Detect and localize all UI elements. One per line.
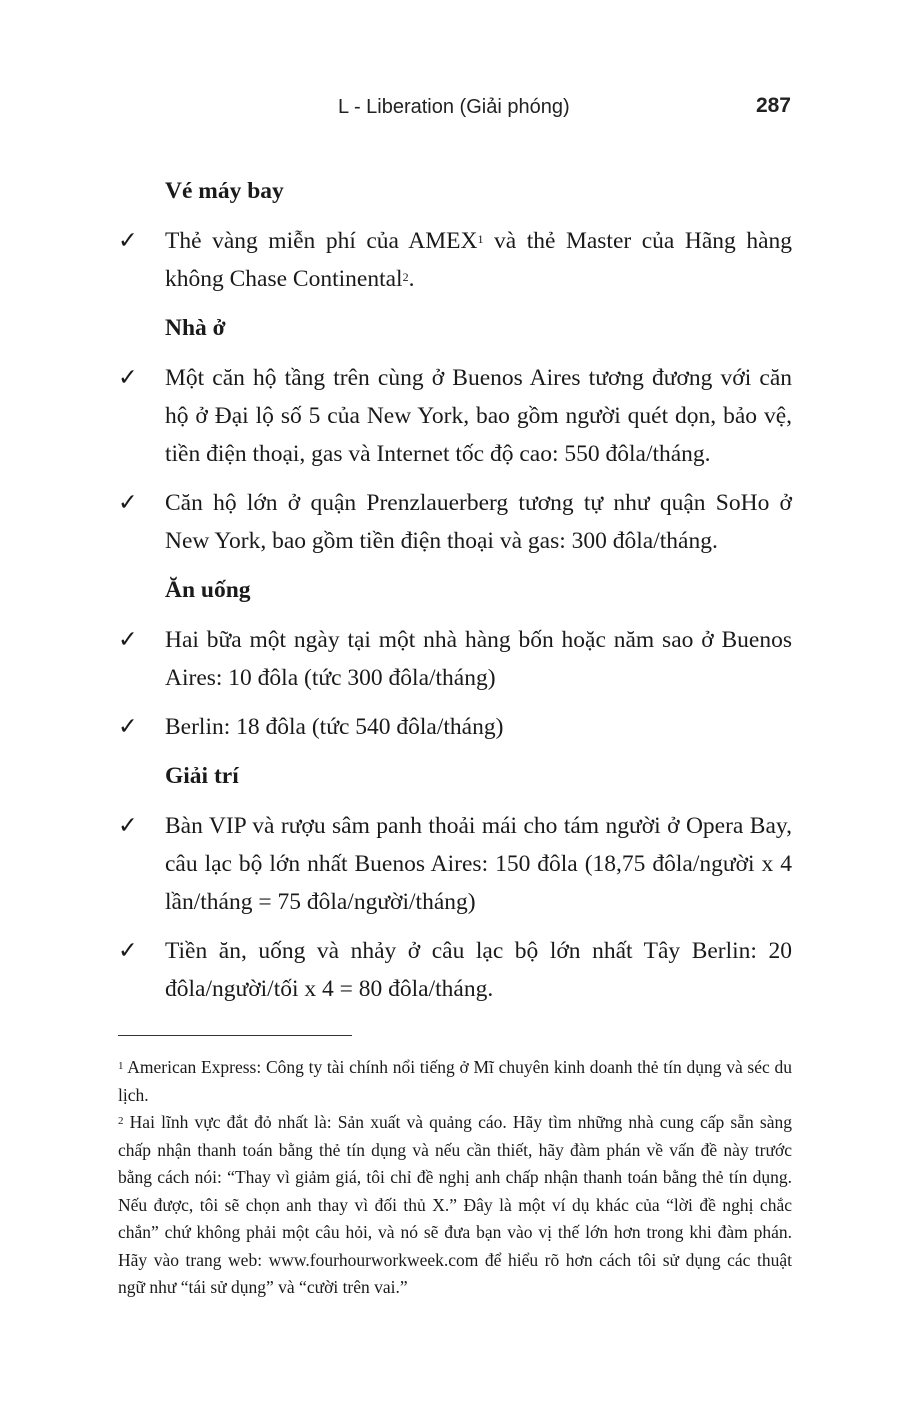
- check-icon: ✓: [118, 228, 138, 254]
- list-item: [118, 932, 792, 1008]
- footnote-1: [118, 1054, 792, 1109]
- check-icon: ✓: [118, 627, 138, 653]
- footnote-divider: [118, 1035, 352, 1036]
- list-item: [118, 708, 792, 746]
- list-item: [118, 807, 792, 921]
- bullet-text: Hai bữa một ngày tại một nhà hàng bốn hoặc năm sao ở Buenos Aires: 10 đôla (tức 300 đôla/tháng): [165, 627, 792, 691]
- footnote-marker: 2: [118, 1115, 124, 1127]
- check-icon: ✓: [118, 365, 138, 391]
- section-heading-flights: Vé máy bay: [165, 178, 284, 204]
- bullet-text: Berlin: 18 đôla (tức 540 đôla/tháng): [165, 714, 504, 740]
- page-number: 287: [755, 94, 791, 117]
- main-content: [118, 172, 792, 1019]
- check-icon: ✓: [118, 938, 138, 964]
- footnotes: [118, 1054, 792, 1302]
- section-heading-entertainment: Giải trí: [165, 763, 239, 789]
- check-icon: ✓: [118, 714, 138, 740]
- check-icon: ✓: [118, 813, 138, 839]
- bullet-text: Một căn hộ tầng trên cùng ở Buenos Aires tương đương với căn hộ ở Đại lộ số 5 của New York, bao gồm người quét dọn, bảo vệ, tiền điện thoại, gas và Internet tốc độ cao: 550 đôla/tháng.: [165, 365, 792, 467]
- footnote-2: [118, 1109, 792, 1302]
- footnote-ref-2: 2: [402, 270, 409, 284]
- running-title: L - Liberation (Giải phóng): [338, 96, 570, 118]
- bullet-text: Căn hộ lớn ở quận Prenzlauerberg tương tự như quận SoHo ở New York, bao gồm tiền điện thoại và gas: 300 đôla/tháng.: [165, 490, 792, 554]
- footnote-ref-1: 1: [477, 232, 484, 246]
- section-heading-dining: Ăn uống: [165, 577, 251, 603]
- footnote-text: Hai lĩnh vực đắt đỏ nhất là: Sản xuất và quảng cáo. Hãy tìm những nhà cung cấp sẵn sàng chấp nhận thanh toán bằng thẻ tín dụng và nếu cần thiết, hãy đàm phán về vấn đề này trước bằng cách nói: “Thay vì giảm giá, tôi chỉ đề nghị anh chấp nhận thanh toán bằng thẻ tín dụng. Nếu được, tôi sẽ chọn anh thay vì đối thủ X.” Đây là một ví dụ khác của “lời đề nghị chắc chắn” chứ không phải một câu hỏi, và nó sẽ đưa bạn vào vị thế lớn hơn trong khi đàm phán. Hãy vào trang web: www.fourhourworkweek.com để hiểu rõ hơn cách tôi sử dụng các thuật ngữ như “tái sử dụng” và “cười trên vai.”: [118, 1112, 792, 1297]
- list-item: [118, 484, 792, 560]
- bullet-text: Bàn VIP và rượu sâm panh thoải mái cho tám người ở Opera Bay, câu lạc bộ lớn nhất Buenos Aires: 150 đôla (18,75 đôla/người x 4 lần/tháng = 75 đôla/người/tháng): [165, 813, 792, 915]
- bullet-text: Thẻ vàng miễn phí của AMEX$^1$ và thẻ Master của Hãng hàng không Chase Continental$^2$.: [165, 228, 792, 292]
- footnote-text: American Express: Công ty tài chính nổi tiếng ở Mĩ chuyên kinh doanh thẻ tín dụng và séc du lịch.: [118, 1057, 792, 1105]
- bullet-text: Tiền ăn, uống và nhảy ở câu lạc bộ lớn nhất Tây Berlin: 20 đôla/người/tối x 4 = 80 đôla/tháng.: [165, 938, 792, 1002]
- footnote-marker: 1: [118, 1060, 124, 1072]
- list-item: [118, 359, 792, 473]
- list-item: [118, 621, 792, 697]
- list-item: [118, 222, 792, 298]
- check-icon: ✓: [118, 490, 138, 516]
- section-heading-housing: Nhà ở: [165, 315, 226, 341]
